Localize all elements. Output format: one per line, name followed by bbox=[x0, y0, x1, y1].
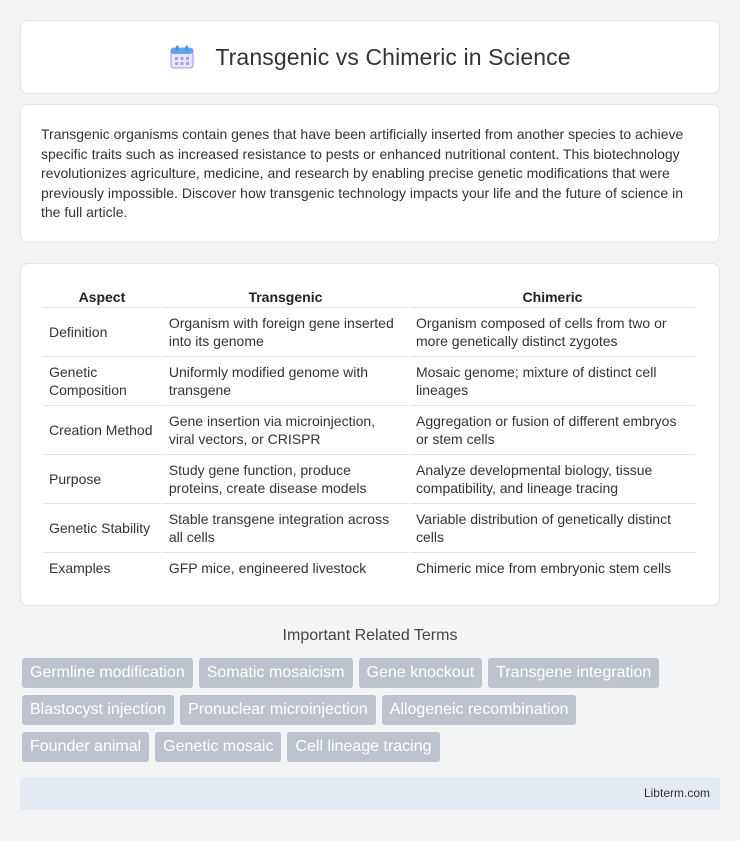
tag-blastocyst-injection[interactable]: Blastocyst injection bbox=[22, 695, 174, 725]
tag-row bbox=[22, 732, 722, 762]
tag-allogeneic-recombination[interactable]: Allogeneic recombination bbox=[382, 695, 577, 725]
tag-germline-modification[interactable]: Germline modification bbox=[22, 658, 193, 688]
tag-row bbox=[22, 658, 722, 688]
tag-row bbox=[22, 695, 722, 725]
aspect-cell: Creation Method bbox=[43, 406, 161, 455]
tag-pronuclear-microinjection[interactable]: Pronuclear microinjection bbox=[180, 695, 376, 725]
footer-site-link[interactable]: Libterm.com bbox=[643, 786, 710, 800]
chimeric-cell: Aggregation or fusion of different embryos or stem cells bbox=[410, 406, 695, 455]
table-header-row bbox=[43, 284, 695, 308]
chimeric-cell: Chimeric mice from embryonic stem cells bbox=[416, 560, 672, 576]
comparison-card bbox=[20, 263, 720, 606]
aspect-cell: Definition bbox=[43, 308, 161, 357]
tag-founder-animal[interactable]: Founder animal bbox=[22, 732, 149, 762]
tag-genetic-mosaic[interactable]: Genetic mosaic bbox=[155, 732, 281, 762]
chimeric-cell: Mosaic genome; mixture of distinct cell lineages bbox=[410, 357, 695, 406]
page-title: Transgenic vs Chimeric in Science bbox=[215, 43, 571, 70]
chimeric-cell: Analyze developmental biology, tissue compatibility, and lineage tracing bbox=[410, 455, 695, 504]
aspect-cell: Examples bbox=[49, 560, 111, 576]
tag-cell-lineage-tracing[interactable]: Cell lineage tracing bbox=[287, 732, 439, 762]
table-row bbox=[43, 308, 695, 357]
transgenic-cell: Stable transgene integration across all cells bbox=[163, 504, 408, 553]
footer bbox=[20, 777, 720, 810]
transgenic-cell: GFP mice, engineered livestock bbox=[168, 560, 367, 576]
tag-transgene-integration[interactable]: Transgene integration bbox=[488, 658, 659, 688]
tag-gene-knockout[interactable]: Gene knockout bbox=[359, 658, 483, 688]
header-transgenic: Transgenic bbox=[163, 284, 408, 308]
chimeric-cell: Variable distribution of genetically distinct cells bbox=[410, 504, 695, 553]
header-aspect: Aspect bbox=[43, 284, 161, 308]
header-chimeric: Chimeric bbox=[410, 284, 695, 308]
intro-card bbox=[20, 104, 720, 243]
table-row bbox=[43, 357, 695, 406]
aspect-cell: Purpose bbox=[43, 455, 161, 504]
intro-text: Transgenic organisms contain genes that have been artificially inserted from another species to achieve specific traits such as increased resistance to pests or enhanced nutritional content. This biotechnology revolutionizes agriculture, medicine, and research by enabling precise genetic modifications that were previously impossible. Discover how transgenic technology impacts your life and the future of science in the full article. bbox=[41, 126, 684, 221]
transgenic-cell: Study gene function, produce proteins, create disease models bbox=[163, 455, 408, 504]
aspect-cell: Genetic Stability bbox=[43, 504, 161, 553]
related-terms-heading: Important Related Terms bbox=[282, 627, 458, 644]
table-row bbox=[43, 455, 695, 504]
table-row bbox=[43, 406, 695, 455]
table-row bbox=[43, 553, 695, 583]
table-row bbox=[43, 504, 695, 553]
title-card bbox=[20, 20, 720, 94]
related-terms-list bbox=[22, 658, 722, 769]
chimeric-cell: Organism composed of cells from two or more genetically distinct zygotes bbox=[410, 308, 695, 357]
comparison-table bbox=[41, 284, 697, 583]
transgenic-cell: Organism with foreign gene inserted into its genome bbox=[163, 308, 408, 357]
transgenic-cell: Uniformly modified genome with transgene bbox=[163, 357, 408, 406]
aspect-cell: Genetic Composition bbox=[43, 357, 161, 406]
calendar-icon bbox=[169, 44, 195, 70]
transgenic-cell: Gene insertion via microinjection, viral vectors, or CRISPR bbox=[163, 406, 408, 455]
tag-somatic-mosaicism[interactable]: Somatic mosaicism bbox=[199, 658, 353, 688]
